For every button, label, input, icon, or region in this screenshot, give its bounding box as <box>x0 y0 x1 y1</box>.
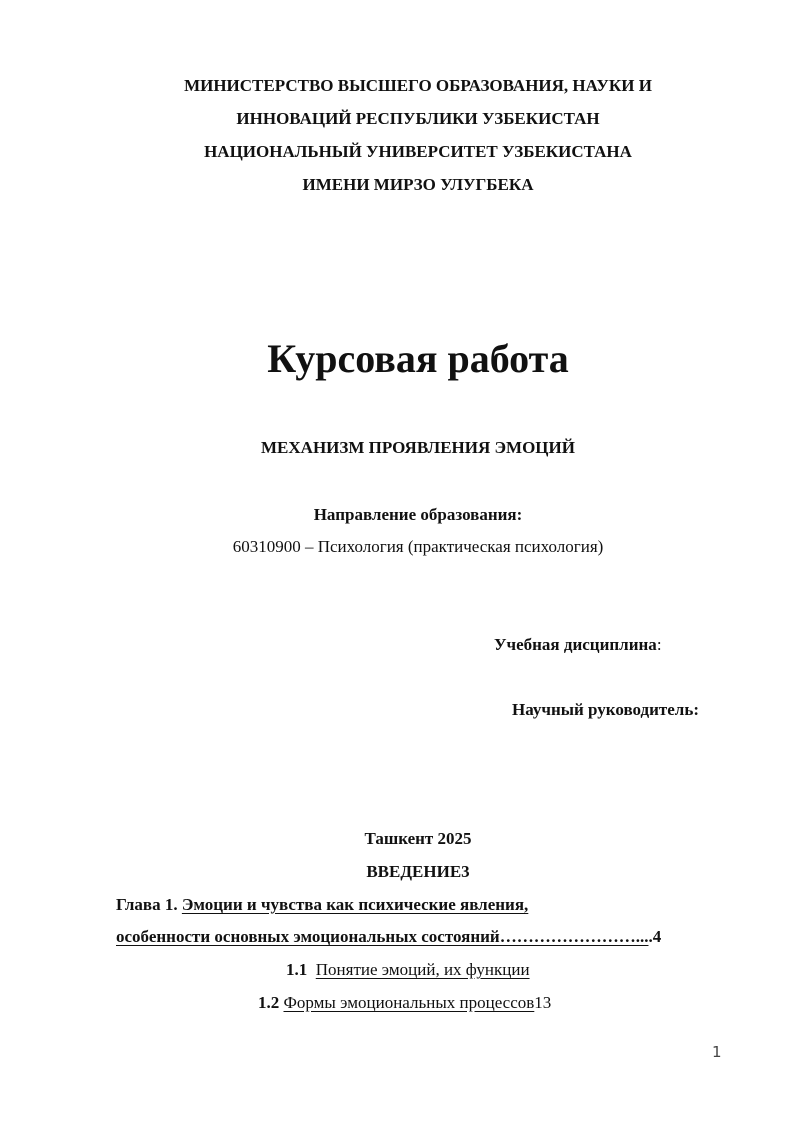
university-name-line-1: НАЦИОНАЛЬНЫЙ УНИВЕРСИТЕТ УЗБЕКИСТАНА <box>204 142 632 161</box>
ministry-header-line-2: ИННОВАЦИЙ РЕСПУБЛИКИ УЗБЕКИСТАН <box>236 109 600 128</box>
coursework-topic: МЕХАНИЗМ ПРОЯВЛЕНИЯ ЭМОЦИЙ <box>261 438 575 457</box>
document-title: Курсовая работа <box>267 336 569 381</box>
toc-chapter-1-prefix: Глава 1. <box>116 895 182 914</box>
city-year: Ташкент 2025 <box>364 829 472 848</box>
toc-item-1-1 <box>286 960 530 980</box>
discipline-field <box>494 635 662 655</box>
university-name-line-2: ИМЕНИ МИРЗО УЛУГБЕКА <box>302 175 534 194</box>
page-number: 1 <box>712 1043 722 1061</box>
toc-item-1-2-title: Формы эмоциональных процессов <box>283 993 535 1012</box>
toc-item-1-2-number: 1.2 <box>258 993 280 1012</box>
discipline-colon: : <box>656 635 662 654</box>
toc-item-1-2 <box>258 993 551 1013</box>
education-direction-value: 60310900 – Психология (практическая психология) <box>232 537 604 556</box>
toc-item-1-1-title: Понятие эмоций, их функции <box>315 960 530 979</box>
supervisor-label: Научный руководитель: <box>512 700 699 719</box>
toc-chapter-1-line-1 <box>116 895 528 915</box>
toc-chapter-1-title-line-1: Эмоции и чувства как психические явления, <box>181 895 529 914</box>
education-direction-label: Направление образования: <box>313 505 523 524</box>
discipline-label: Учебная дисциплина <box>494 635 657 654</box>
toc-chapter-1-title-line-2: особенности основных эмоциональных состояний……………………... <box>116 927 649 946</box>
toc-chapter-1-page: .4 <box>648 927 662 946</box>
toc-chapter-1-line-2 <box>116 927 661 947</box>
toc-item-1-2-page: 13 <box>534 993 552 1012</box>
ministry-header-line-1: МИНИСТЕРСТВО ВЫСШЕГО ОБРАЗОВАНИЯ, НАУКИ И <box>184 76 652 95</box>
toc-introduction: ВВЕДЕНИЕ3 <box>366 862 470 881</box>
toc-item-1-1-number: 1.1 <box>286 960 308 979</box>
